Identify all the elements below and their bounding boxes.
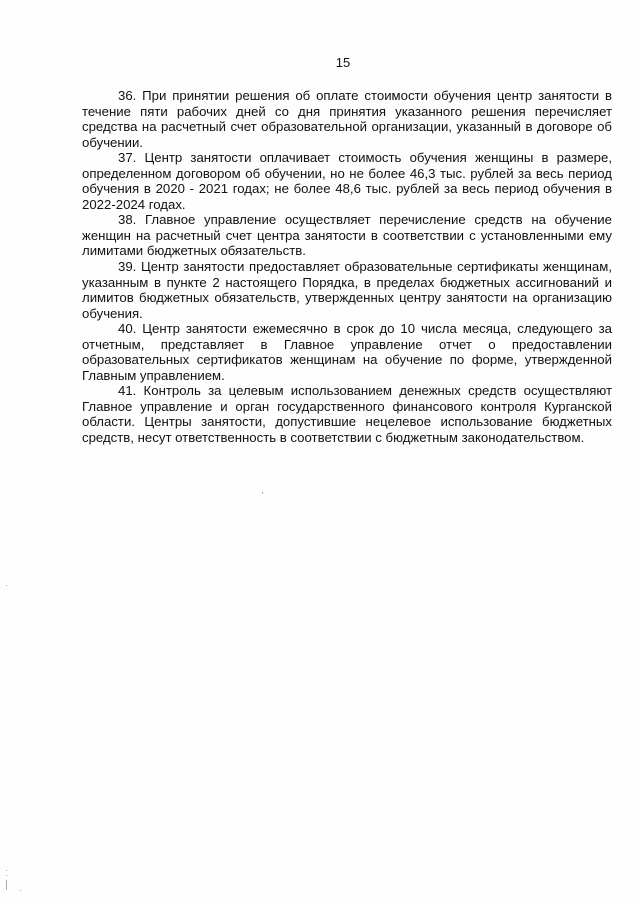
- scan-speck: [6, 585, 7, 586]
- paragraph-38: 38. Главное управление осуществляет перечисление средств на обучение женщин на расчетный счет центра занятости в соответствии с установленными ему лимитами бюджетных обязательств.: [82, 212, 612, 259]
- scan-speck: [6, 880, 7, 890]
- paragraph-41: 41. Контроль за целевым использованием денежных средств осуществляют Главное управление и орган государственного финансового контроля Курганской области. Центры занятости, допустившие нецелевое использование бюджетных средств, несут ответственность в соответствии с бюджетным законодательством.: [82, 383, 612, 446]
- paragraph-36: 36. При принятии решения об оплате стоимости обучения центр занятости в течение пяти рабочих дней со дня принятия указанного решения перечисляет средства на расчетный счет образовательной организации, указанный в договоре об обучении.: [82, 88, 612, 150]
- scan-speck: [6, 870, 7, 871]
- paragraph-39: 39. Центр занятости предоставляет образовательные сертификаты женщинам, указанным в пункте 2 настоящего Порядка, в пределах бюджетных ассигнований и лимитов бюджетных обязательств, утвержденных центру занятости на организацию обучения.: [82, 259, 612, 321]
- scan-speck: [6, 875, 7, 876]
- scan-speck: [262, 492, 263, 494]
- paragraph-37: 37. Центр занятости оплачивает стоимость обучения женщины в размере, определенном договором об обучении, но не более 46,3 тыс. рублей за весь период обучения в 2020 - 2021 годах; не более 48,6 тыс. рублей за весь период обучения в 2022-2024 годах.: [82, 150, 612, 212]
- page-number: 15: [335, 55, 351, 70]
- paragraph-40: 40. Центр занятости ежемесячно в срок до 10 числа месяца, следующего за отчетным, представляет в Главное управление отчет о предоставлении образовательных сертификатов женщинам на обучение по форме, утвержденной Главным управлением.: [82, 321, 612, 383]
- scan-speck: [20, 890, 21, 891]
- document-body: [82, 88, 612, 446]
